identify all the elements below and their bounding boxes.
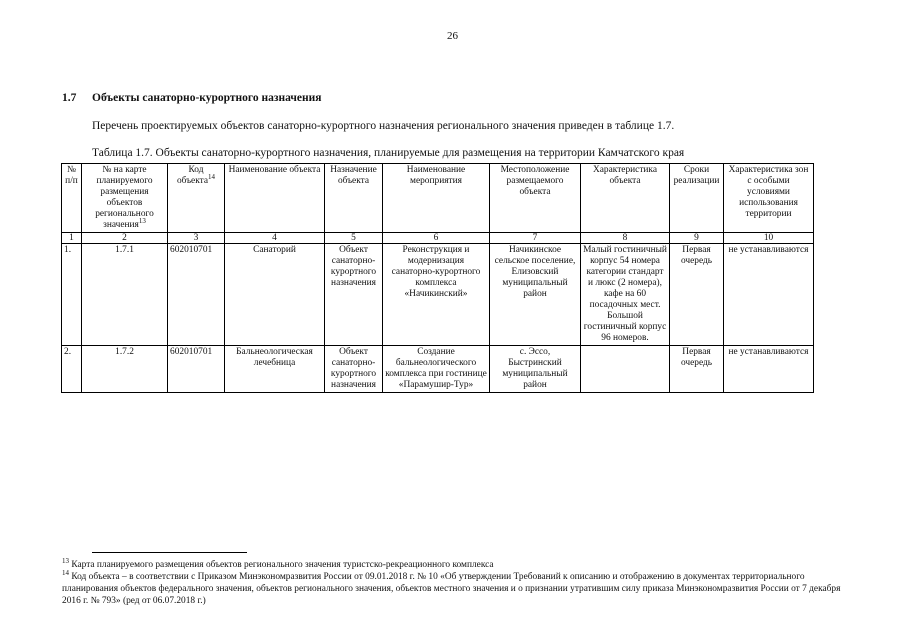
column-number: 4	[225, 233, 325, 244]
header-cell-code: Код объекта$^{14}$	[168, 164, 225, 233]
cell-zones: не устанавливаются	[724, 244, 814, 346]
cell-zones: не устанавливаются	[724, 346, 814, 393]
column-number: 7	[490, 233, 581, 244]
column-number: 10	[724, 233, 814, 244]
cell-terms: Первая очередь	[670, 244, 724, 346]
header-cell-zones: Характеристика зон с особыми условиями использования территории	[724, 164, 814, 233]
cell-object-name: Бальнеологическая лечебница	[225, 346, 325, 393]
footnotes	[62, 556, 852, 607]
header-cell-map-number: № на карте планируемого размещения объектов регионального значения$^{13}$	[82, 164, 168, 233]
section-heading	[62, 92, 321, 104]
column-number: 5	[325, 233, 383, 244]
column-number: 3	[168, 233, 225, 244]
cell-purpose: Объект санаторно-курортного назначения	[325, 244, 383, 346]
header-cell-purpose: Назначение объекта	[325, 164, 383, 233]
table-header-row	[62, 164, 814, 233]
footnote-text: Карта планируемого размещения объектов регионального значения туристско-рекреационного комплекса	[71, 560, 494, 570]
table-row	[62, 346, 814, 393]
cell-no: 2.	[62, 346, 82, 393]
footnote	[62, 568, 852, 607]
column-number: 2	[82, 233, 168, 244]
footnote-text: Код объекта – в соответствии с Приказом Минэкономразвития России от 09.01.2018 г. № 10 «Об утверждении Требований к описанию и отображению в документах территориального планирования объектов федерального значения, объектов регионального значения, объектов местного значения и о признании утратившим силу приказа Минэкономразвития России от 7 декабря 2016 г. № 793» (ред от 06.07.2018 г.)	[62, 572, 841, 606]
cell-map-number: 1.7.1	[82, 244, 168, 346]
table-row	[62, 244, 814, 346]
cell-code: 602010701	[168, 346, 225, 393]
cell-object-name: Санаторий	[225, 244, 325, 346]
objects-table	[61, 163, 814, 393]
header-cell-characteristic: Характеристика объекта	[581, 164, 670, 233]
header-cell-object-name: Наименование объекта	[225, 164, 325, 233]
column-number: 9	[670, 233, 724, 244]
cell-characteristic: Малый гостиничный корпус 54 номера категории стандарт и люкс (2 номера), кафе на 60 посадочных мест. Большой гостиничный корпус 96 номеров.	[581, 244, 670, 346]
cell-terms: Первая очередь	[670, 346, 724, 393]
cell-code: 602010701	[168, 244, 225, 346]
footnote	[62, 556, 852, 571]
table-caption: Таблица 1.7. Объекты санаторно-курортного назначения, планируемые для размещения на территории Камчатского края	[92, 147, 685, 159]
cell-no: 1.	[62, 244, 82, 346]
cell-location: с. Эссо, Быстринский муниципальный район	[490, 346, 581, 393]
column-number: 8	[581, 233, 670, 244]
cell-map-number: 1.7.2	[82, 346, 168, 393]
column-number: 1	[62, 233, 82, 244]
footnote-mark: 14	[62, 568, 69, 577]
section-number: 1.7	[62, 92, 77, 104]
column-number: 6	[383, 233, 490, 244]
cell-characteristic	[581, 346, 670, 393]
header-cell-terms: Сроки реализации	[670, 164, 724, 233]
cell-measure: Реконструкция и модернизация санаторно-курортного комплекса «Начикинский»	[383, 244, 490, 346]
column-number-row	[62, 233, 814, 244]
footnote-divider	[92, 552, 247, 553]
header-cell-measure: Наименование мероприятия	[383, 164, 490, 233]
intro-paragraph: Перечень проектируемых объектов санаторно-курортного назначения регионального значения приведен в таблице 1.7.	[92, 120, 675, 132]
section-title: Объекты санаторно-курортного назначения	[92, 92, 322, 104]
page-number: 26	[447, 30, 458, 42]
header-cell-no: № п/п	[62, 164, 82, 233]
footnote-mark: 13	[62, 556, 69, 565]
header-cell-location: Местоположение размещаемого объекта	[490, 164, 581, 233]
cell-measure: Создание бальнеологического комплекса при гостинице «Парамушир-Тур»	[383, 346, 490, 393]
cell-purpose: Объект санаторно-курортного назначения	[325, 346, 383, 393]
cell-location: Начикинское сельское поселение, Елизовский муниципальный район	[490, 244, 581, 346]
